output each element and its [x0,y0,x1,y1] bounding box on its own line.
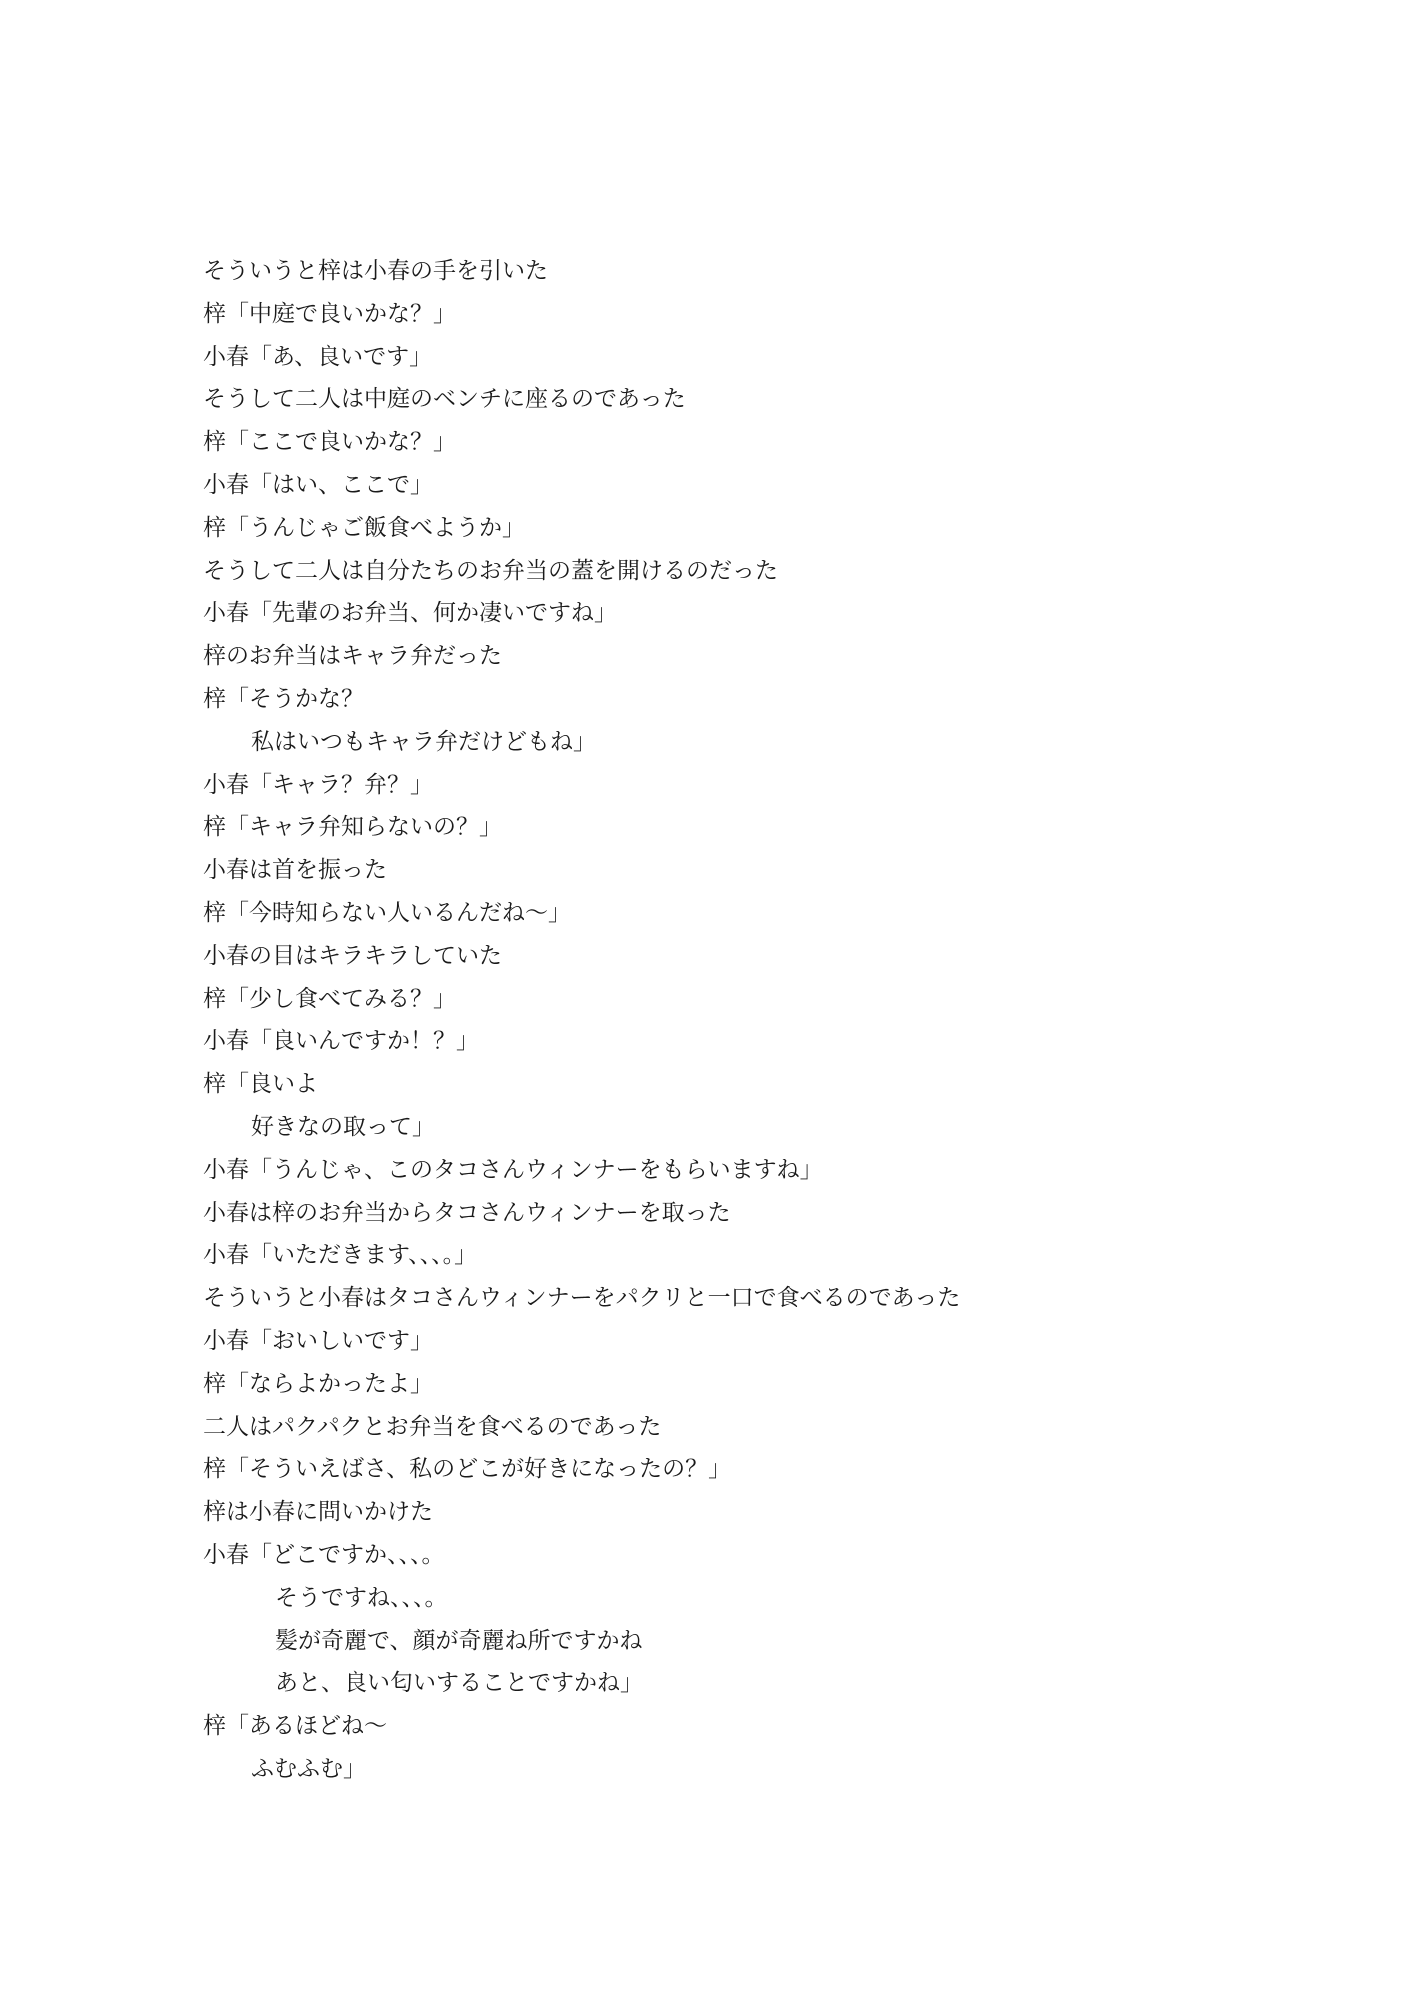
text-line: 小春「はい、ここで」 [203,471,433,498]
text-line: 髪が奇麗で、顔が奇麗ね所ですかね [275,1627,643,1654]
text-line: 小春「いただきます、、、。」 [203,1242,478,1269]
text-line: 梓「今時知らない人いるんだね～」 [203,899,571,926]
text-line: 小春「先輩のお弁当、何か凄いですね」 [203,600,617,627]
text-line: 小春「おいしいです」 [203,1327,433,1354]
text-line: あと、良い匂いすることですかね」 [275,1670,643,1697]
text-line: 小春は梓のお弁当からタコさんウィンナーを取った [203,1199,731,1226]
text-line: 梓「そうかな？ [203,685,364,712]
text-line: 梓「あるほどね～ [203,1713,387,1740]
text-line: 小春「良いんですか！？」 [203,1028,479,1055]
text-line: 梓「中庭で良いかな？」 [203,300,456,327]
text-line: そうですね、、、。 [275,1584,448,1611]
text-line: 梓「ならよかったよ」 [203,1370,433,1397]
text-line: 梓「少し食べてみる？」 [203,985,456,1012]
text-line: 梓は小春に問いかけた [203,1499,433,1526]
text-line: 二人はパクパクとお弁当を食べるのであった [203,1413,662,1440]
text-line: そうして二人は自分たちのお弁当の蓋を開けるのだった [203,557,778,584]
story-text-block [203,250,1253,1791]
text-line: 梓のお弁当はキャラ弁だった [203,643,502,670]
text-line: 梓「良いよ [203,1071,318,1098]
text-line: 梓「ここで良いかな？」 [203,429,456,456]
text-line: 好きなの取って」 [251,1113,435,1140]
text-line: 小春「どこですか、、、。 [203,1541,445,1568]
text-line: 梓「そういえばさ、私のどこが好きになったの？」 [203,1456,732,1483]
text-line: 小春「あ、良いです」 [203,343,433,370]
text-line: 小春の目はキラキラしていた [203,942,502,969]
text-line: 小春「キャラ？弁？」 [203,771,433,798]
text-line: 私はいつもキャラ弁だけどもね」 [251,728,596,755]
text-line: そういうと小春はタコさんウィンナーをパクリと一口で食べるのであった [203,1285,961,1312]
text-line: 小春「うんじゃ、このタコさんウィンナーをもらいますね」 [203,1156,823,1183]
text-line: ふむふむ」 [251,1755,366,1782]
text-line: そういうと梓は小春の手を引いた [203,258,548,284]
text-line: 小春は首を振った [203,857,387,884]
text-line: 梓「キャラ弁知らないの？」 [203,814,502,841]
text-line: 梓「うんじゃご飯食べようか」 [203,514,525,541]
text-line: そうして二人は中庭のベンチに座るのであった [203,386,686,413]
